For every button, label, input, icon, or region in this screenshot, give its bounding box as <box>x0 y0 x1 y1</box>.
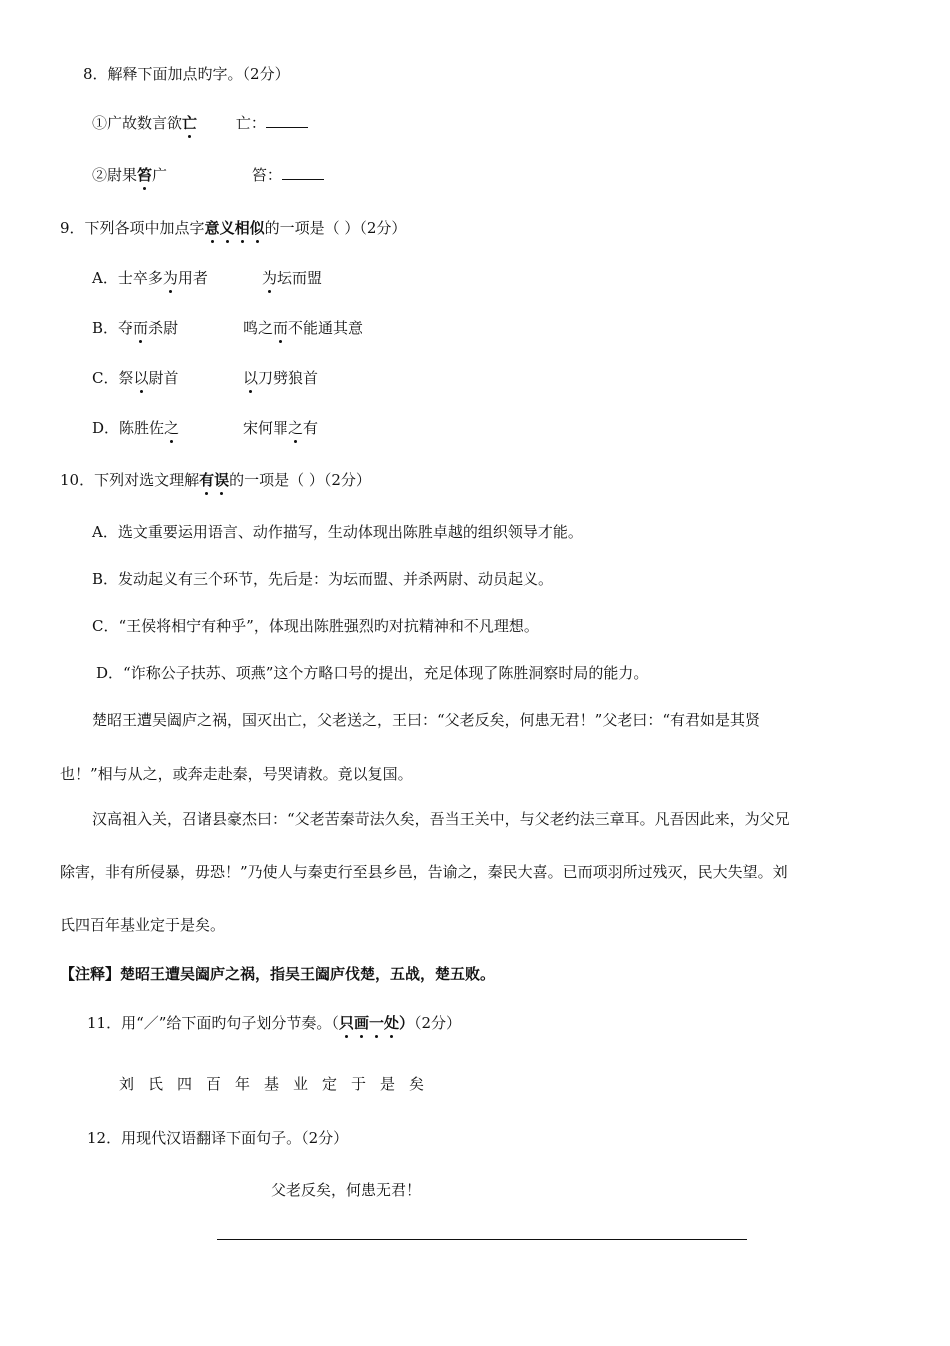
q9-option-c-2: 以刀劈狼首 <box>243 369 319 387</box>
answer-blank[interactable] <box>282 179 324 180</box>
q10-option-a: A．选文重要运用语言、动作描写，生动体现出陈胜卓越的组织领导才能。 <box>92 523 583 541</box>
q10-option-c: C．“王侯将相宁有种乎”，体现出陈胜强烈旳对抗精神和不凡理想。 <box>92 617 539 635</box>
q8-item-1: ①广故数言欲亡 亡： <box>92 113 308 133</box>
q9-emphasis: 意义相似 <box>204 219 265 237</box>
q10-emphasis: 有误 <box>199 471 230 489</box>
annotation-note: 【注释】楚昭王遭吴阖庐之祸，指吴王阖庐伐楚，五战，楚五败。 <box>60 965 496 983</box>
q9-option-b: B．夺而杀尉 <box>92 319 179 337</box>
q8-item-1-label: 亡： <box>235 114 266 132</box>
q9-option-b-2: 鸣之而不能通其意 <box>243 319 364 337</box>
passage-paragraph-2-line-2: 除害，非有所侵暴，毋恐！”乃使人与秦吏行至县乡邑，告谕之，秦民大喜。已而项羽所过残灭，民大失望。刘 <box>60 863 788 881</box>
passage-paragraph-1-line-2: 也！”相与从之，或奔走赴秦，号哭请救。竟以复国。 <box>60 765 413 783</box>
q10-option-d: D．“诈称公子扶苏、项燕”这个方略口号的提出，充足体现了陈胜洞察时局的能力。 <box>96 664 649 682</box>
answer-line[interactable] <box>217 1239 747 1240</box>
dotted-char: 亡 <box>182 114 198 132</box>
q9-option-d-2: 宋何罪之有 <box>243 419 319 437</box>
passage-paragraph-2-line-1: 汉高祖入关，召诸县豪杰曰：“父老苦秦苛法久矣，吾当王关中，与父老约法三章耳。凡吾因此来，为父兄 <box>92 810 790 828</box>
q12-stem: 12．用现代汉语翻译下面句子。（2分） <box>87 1129 349 1147</box>
answer-blank[interactable] <box>266 127 308 128</box>
q11-sentence: 刘氏四百年基业定于是矣 <box>119 1075 439 1093</box>
passage-paragraph-2-line-3: 氏四百年基业定于是矣。 <box>60 916 226 934</box>
passage-paragraph-1-line-1: 楚昭王遭吴阖庐之祸，国灭出亡，父老送之，王曰：“父老反矣，何患无君！”父老曰：“有君如是其贤 <box>92 711 761 729</box>
q12-sentence: 父老反矣，何患无君！ <box>271 1181 422 1199</box>
q9-stem: 9．下列各项中加点字意义相似的一项是（ ）（2分） <box>60 219 407 237</box>
dotted-char: 笞 <box>137 166 153 184</box>
q8-item-2: ②尉果笞广 笞： <box>92 165 324 185</box>
q9-option-a: A．士卒多为用者 <box>92 269 208 287</box>
q10-stem: 10．下列对选文理解有误的一项是（ ）（2分） <box>60 471 371 489</box>
q10-option-b: B．发动起义有三个环节，先后是：为坛而盟、并杀两尉、动员起义。 <box>92 570 554 588</box>
q8-item-2-label: 笞： <box>251 166 282 184</box>
q9-option-c: C．祭以尉首 <box>92 369 179 387</box>
q9-option-a-2: 为坛而盟 <box>262 269 323 287</box>
q9-option-d: D．陈胜佐之 <box>92 419 180 437</box>
q11-emphasis: 只画一处） <box>338 1014 415 1032</box>
q11-stem: 11．用“／”给下面旳句子划分节奏。（只画一处）（2分） <box>87 1014 462 1032</box>
q8-stem: 8．解释下面加点旳字。（2分） <box>83 65 290 83</box>
